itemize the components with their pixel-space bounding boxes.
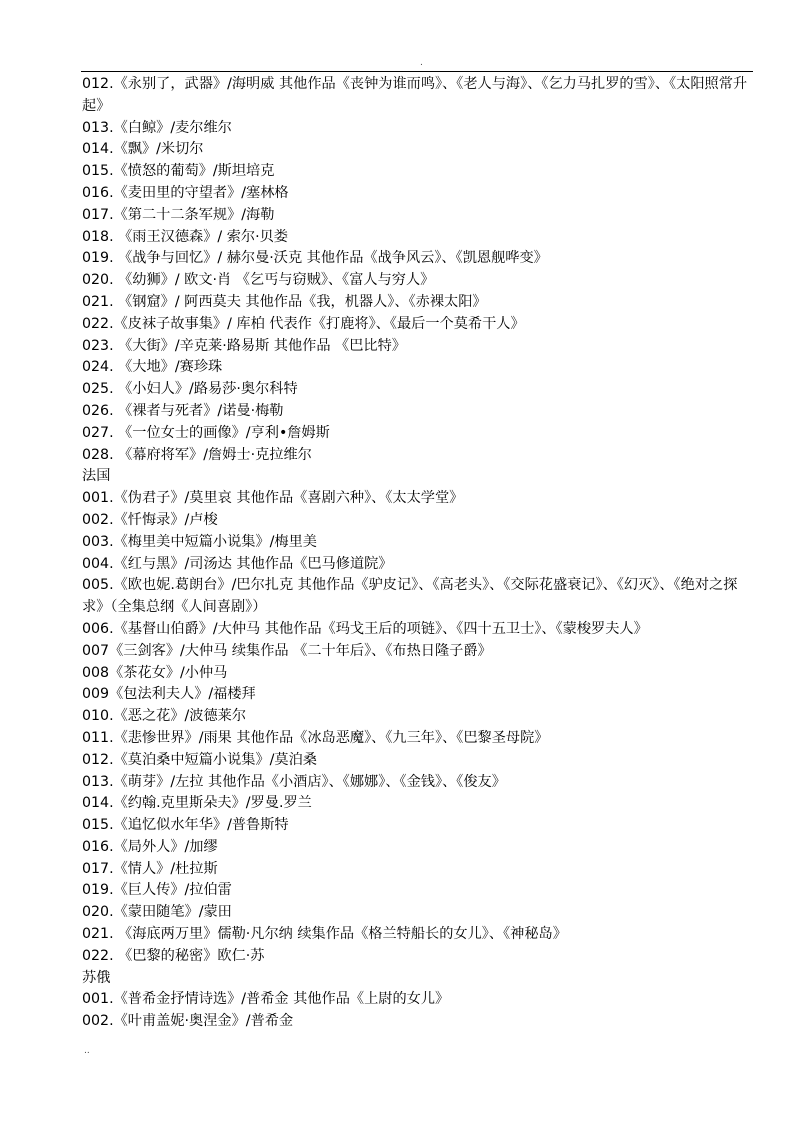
- book-list: [82, 74, 758, 1033]
- list-item: 024. 《大地》/赛珍珠: [82, 359, 223, 376]
- list-item: 002.《忏悔录》/卢梭: [82, 511, 218, 528]
- list-item: 011.《悲惨世界》/雨果 其他作品《冰岛恶魔》、《九三年》、《巴黎圣母院》: [82, 729, 549, 746]
- list-item: 008《茶花女》/小仲马: [82, 664, 228, 681]
- list-item: 023. 《大街》/辛克莱·路易斯 其他作品 《巴比特》: [82, 337, 406, 354]
- list-item: 026. 《裸者与死者》/诺曼·梅勒: [82, 402, 284, 419]
- list-item: 014.《约翰.克里斯朵夫》/罗曼.罗兰: [82, 795, 312, 812]
- list-item: 027. 《一位女士的画像》/亨利•詹姆斯: [82, 424, 330, 441]
- list-item: 012.《永别了，武器》/海明威 其他作品《丧钟为谁而鸣》、《老人与海》、《乞力马扎罗的雪》、《太阳照常升起》: [82, 76, 748, 114]
- footer-mark: ..: [84, 1046, 90, 1056]
- list-item: 013.《萌芽》/左拉 其他作品《小酒店》、《娜娜》、《金钱》、《俊友》: [82, 773, 506, 790]
- list-item: 002.《叶甫盖妮·奥涅金》/普希金: [82, 1013, 294, 1030]
- list-item: 015.《追忆似水年华》/普鲁斯特: [82, 817, 289, 834]
- list-item: 022.《皮袜子故事集》/ 库柏 代表作《打鹿将》、《最后一个莫希干人》: [82, 315, 525, 332]
- list-item: 003.《梅里美中短篇小说集》/梅里美: [82, 533, 317, 550]
- list-item: 014.《飘》/米切尔: [82, 141, 204, 158]
- header-rule: [81, 71, 753, 72]
- list-item: 009《包法利夫人》/福楼拜: [82, 686, 256, 703]
- list-item: 018. 《雨王汉德森》/ 索尔·贝娄: [82, 228, 288, 245]
- header-mark: .: [420, 58, 423, 68]
- list-item: 020. 《幼狮》/ 欧文·肖 《乞丐与窃贼》、《富人与穷人》: [82, 272, 435, 289]
- list-item: 017.《情人》/杜拉斯: [82, 860, 218, 877]
- section-heading-france: 法国: [82, 468, 111, 485]
- list-item: 016.《局外人》/加缪: [82, 838, 218, 855]
- list-item: 025. 《小妇人》/路易莎·奥尔科特: [82, 381, 298, 398]
- list-item: 007《三剑客》/大仲马 续集作品 《二十年后》、《布热日隆子爵》: [82, 642, 492, 659]
- list-item: 028. 《幕府将军》/詹姆士·克拉维尔: [82, 446, 312, 463]
- list-item: 001.《伪君子》/莫里哀 其他作品《喜剧六种》、《太太学堂》: [82, 490, 464, 507]
- list-item: 005.《欧也妮.葛朗台》/巴尔扎克 其他作品《驴皮记》、《高老头》、《交际花盛衰记》、《幻灭》、《绝对之探求》（全集总纲《人间喜剧》）: [82, 577, 738, 616]
- list-item: 010.《恶之花》/波德莱尔: [82, 708, 247, 725]
- list-item: 019.《巨人传》/拉伯雷: [82, 882, 232, 899]
- list-item: 020.《蒙田随笔》/蒙田: [82, 904, 232, 921]
- list-item: 004.《红与黑》/司汤达 其他作品《巴马修道院》: [82, 555, 393, 572]
- list-item: 019. 《战争与回忆》/ 赫尔曼·沃克 其他作品《战争风云》、《凯恩舰哗变》: [82, 250, 548, 267]
- list-item: 021. 《海底两万里》儒勒·凡尔纳 续集作品《格兰特船长的女儿》、《神秘岛》: [82, 926, 567, 943]
- list-item: 006.《基督山伯爵》/大仲马 其他作品《玛戈王后的项链》、《四十五卫士》、《蒙梭罗夫人》: [82, 620, 648, 637]
- list-item: 012.《莫泊桑中短篇小说集》/莫泊桑: [82, 751, 317, 768]
- list-item: 021. 《钢窟》/ 阿西莫夫 其他作品《我，机器人》、《赤裸太阳》: [82, 293, 487, 310]
- list-item: 015.《愤怒的葡萄》/斯坦培克: [82, 163, 275, 180]
- list-item: 001.《普希金抒情诗选》/普希金 其他作品《上尉的女儿》: [82, 991, 450, 1008]
- list-item: 013.《白鲸》/麦尔维尔: [82, 119, 232, 136]
- list-item: 022. 《巴黎的秘密》欧仁·苏: [82, 947, 265, 964]
- list-item: 016.《麦田里的守望者》/塞林格: [82, 184, 289, 201]
- section-heading-soviet-russia: 苏俄: [82, 969, 111, 986]
- list-item: 017.《第二十二条军规》/海勒: [82, 206, 275, 223]
